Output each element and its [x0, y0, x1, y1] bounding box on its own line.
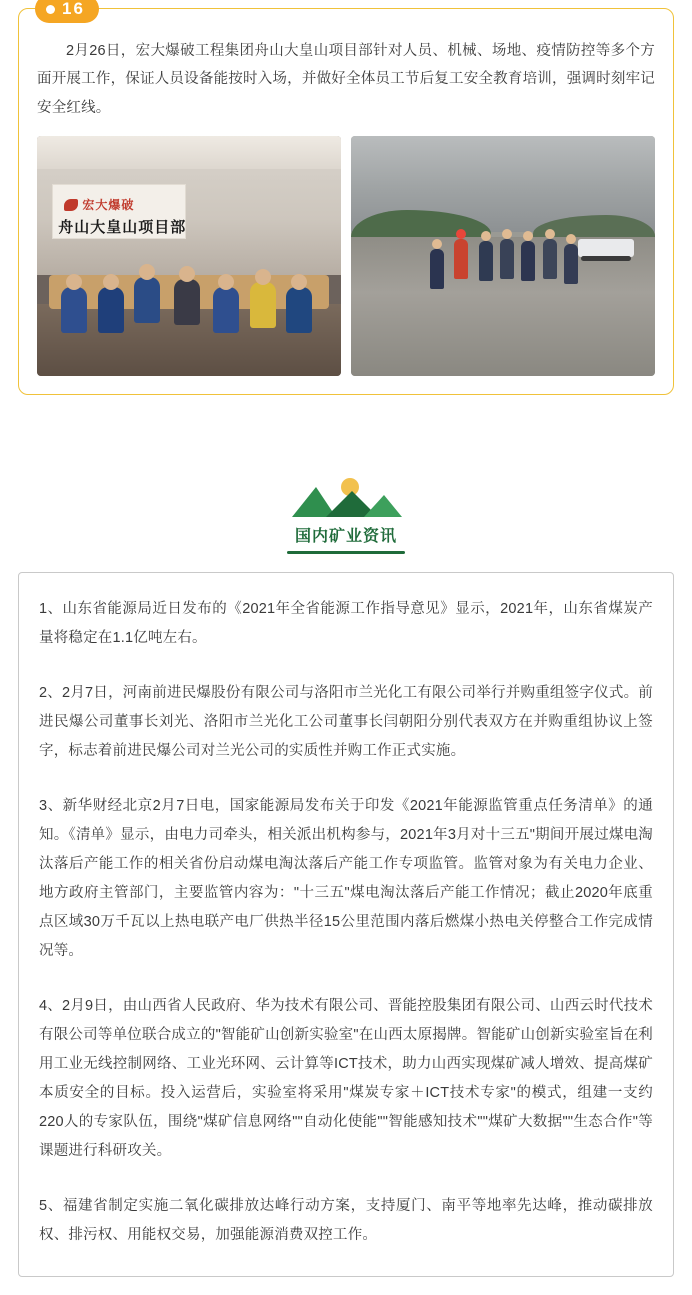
- photo-worker: [564, 244, 578, 284]
- photo-person: [250, 282, 276, 328]
- meeting-room-photo: [37, 136, 341, 376]
- photo-truck: [578, 239, 634, 257]
- company-logo: [64, 196, 134, 213]
- company-logo-text: 宏大爆破: [82, 197, 135, 212]
- section-title: 国内矿业资讯: [294, 527, 397, 545]
- outdoor-site-photo: [351, 136, 655, 376]
- mountain-sun-icon: [286, 473, 406, 519]
- photo-person: [174, 279, 200, 325]
- photo-person: [98, 287, 124, 333]
- photo-person: [134, 277, 160, 323]
- dot-icon: [46, 5, 55, 14]
- news-list: [18, 572, 674, 1277]
- list-item: 5、福建省制定实施二氧化碳排放达峰行动方案，支持厦门、南平等地率先达峰，推动碳排放权、排污权、用能权交易，加强能源消费双控工作。: [39, 1197, 653, 1243]
- list-item: 1、山东省能源局近日发布的《2021年全省能源工作指导意见》显示，2021年，山东省煤炭产量将稳定在1.1亿吨左右。: [39, 600, 653, 646]
- card-paragraph: 2月26日，宏大爆破工程集团舟山大皇山项目部针对人员、机械、场地、疫情防控等多个方面开展工作，保证人员设备能按时入场，并做好全体员工节后复工安全教育培训，强调时刻牢记安全红线。: [37, 43, 655, 116]
- list-item: 4、2月9日，由山西省人民政府、华为技术有限公司、晋能控股集团有限公司、山西云时代技术有限公司等单位联合成立的"智能矿山创新实验室"在山西太原揭牌。智能矿山创新实验室旨在利用工业无线控制网络、工业光环网、云计算等ICT技术，助力山西实现煤矿减人增效、提高煤矿本质安全的目标。投入运营后，实验室将采用"煤炭专家＋ICT技术专家"的模式，组建一支约220人的专家队伍，围绕"煤矿信息网络""自动化使能""智能感知技术""煤矿大数据""生态合作"等课题进行科研攻关。: [39, 997, 653, 1159]
- photo-worker: [521, 241, 535, 281]
- section-header: [0, 473, 692, 554]
- photo-worker: [500, 239, 514, 279]
- photo-ceiling: [37, 136, 341, 170]
- photo-person: [286, 287, 312, 333]
- photo-worker: [479, 241, 493, 281]
- highlight-card: [18, 0, 674, 395]
- photo-person: [61, 287, 87, 333]
- card-number-label: 16: [62, 0, 85, 18]
- section-underline: [287, 551, 405, 554]
- photo-worker: [543, 239, 557, 279]
- list-item: 2、2月7日，河南前进民爆股份有限公司与洛阳市兰光化工有限公司举行并购重组签字仪式。前进民爆公司董事长刘光、洛阳市兰光化工公司董事长闫朝阳分别代表双方在并购重组协议上签字，标志着前进民爆公司对兰光公司的实质性并购工作正式实施。: [39, 684, 653, 759]
- photo-row: [37, 136, 655, 376]
- photo-banner-text: 舟山大皇山项目部: [58, 219, 187, 237]
- logo-mark-icon: [64, 199, 78, 211]
- photo-worker: [454, 239, 468, 279]
- list-item: 3、新华财经北京2月7日电，国家能源局发布关于印发《2021年能源监管重点任务清单》的通知。《清单》显示，由电力司牵头，相关派出机构参与，2021年3月对十三五"期间开展过煤电淘汰落后产能工作的相关省份启动煤电淘汰落后产能工作专项监管。监管对象为有关电力企业、地方政府主管部门，主要监管内容为："十三五"煤电淘汰落后产能工作情况；截止2020年底重点区域30万千瓦以上热电联产电厂供热半径15公里范围内落后燃煤小热电关停整合工作完成情况等。: [39, 797, 653, 959]
- photo-person: [213, 287, 239, 333]
- card-number-badge: [35, 0, 99, 23]
- photo-worker: [430, 249, 444, 289]
